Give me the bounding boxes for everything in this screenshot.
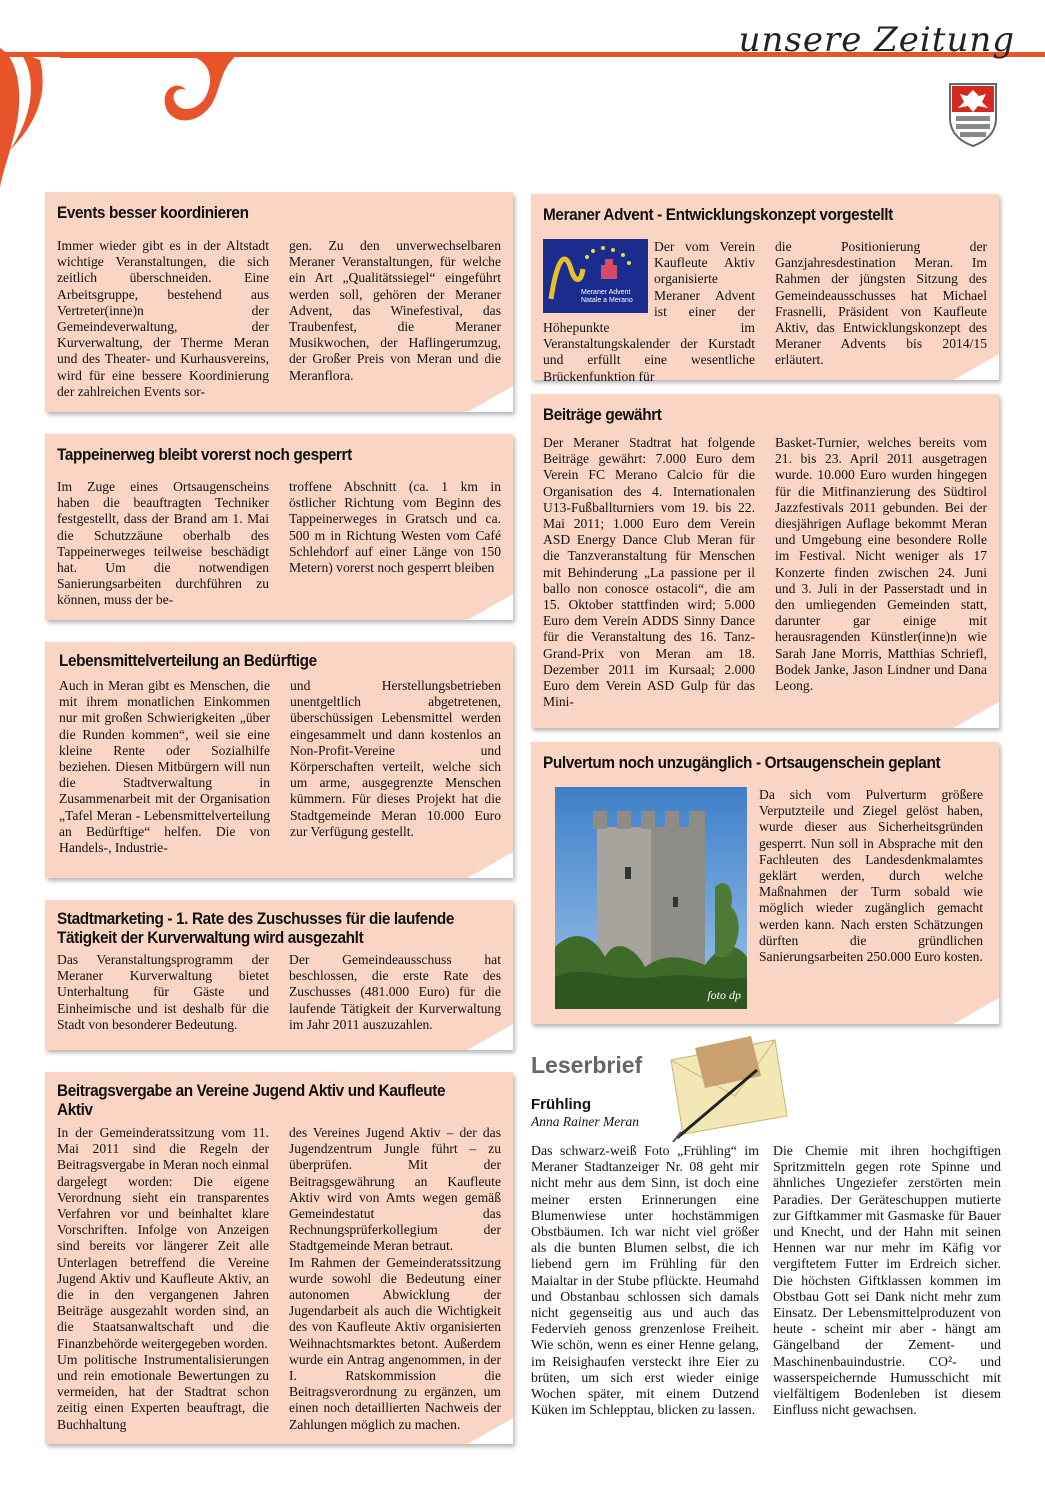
article-title: Pulvertum noch unzugänglich - Ortsaugenschein geplant (543, 754, 941, 772)
article-column: Basket-Turnier, welches bereits vom 21. bis 23. April 2011 ausgetragen wurde. 10.000 Euro wurden hingegen für die Mitfinanzierung des Südtirol Jazzfestivals 2011 gebunden. Bei der diesjährigen Auflage bekommt Meran und Umgebung eine besondere Rolle im Festival. Nicht weniger als 17 Konzerte finden zwischen 24. Juni und 3. Juli in der Passerstadt und in den umliegenden Gemeinden statt, darunter gar einige mit herausragenden Künstler(inne)n wie Sarah Jane Morris, Matthias Schriefl, Bodek Janke, Jason Lindner und Dana Leong. (775, 435, 987, 694)
page-curl-icon (467, 1024, 513, 1050)
letter-author: Anna Rainer Meran (531, 1114, 639, 1129)
page-curl-icon (953, 998, 999, 1024)
letter-column: Die Chemie mit ihren hochgiftigen Spritzmitteln gegen rote Spinne und ähnliches Ungeziefer zerstörten mein Paradies. Der Geräteschuppen mutierte zur Giftkammer mit Gasmaske für Bauer und Knecht, und der Hahn mit seinen Hennen war nur mehr im Käfig vor vergiftetem Futter im Erdreich sicher. Die höchsten Giftklassen kommen im Obstbau Gott sei Dank nicht mehr zum Einsatz. Der Lebensmittelproduzent von heute - scheint mir aber - hängt am Gängelband der Zement- und Maschinenbauindustrie. CO²- und wasserspeichernde Humusschicht mit vielfältigem Bodenleben ist diesem Einfluss nicht gewachsen. (773, 1143, 1001, 1418)
article-paragraph: Der vom Verein Kaufleute Aktiv organisierte Meraner Advent ist einer der Höhepunkte im Veranstaltungskalender der Kurstadt und erfüllt eine wesentliche Brückenfunktion für (543, 239, 755, 384)
article-column: Der Meraner Stadtrat hat folgende Beiträge gewährt: 7.000 Euro dem Verein FC Merano Calcio für die Organisation des 4. Internationalen U13-Fußballturniers vom 19. bis 22. Mai 2011; 1.000 Euro dem Verein ASD Energy Dance Club Meran für die Tanzveranstaltung für Menschen mit Behinderung „La passione per il ballo non conosce ostacoli“, die am 15. Oktober stattfinden wird; 5.000 Euro dem Verein ADDS Sinny Dance für die Veranstaltung des 16. Tanz-Grand-Prix von Meran am 18. Dezember 2011 im Kursaal; 2.000 Euro dem Verein ASD Gulp für das Mini- (543, 435, 755, 710)
article-title: Beiträge gewährt (543, 406, 662, 424)
letter-envelope-icon (665, 1030, 791, 1142)
section-heading: Leserbrief (531, 1052, 643, 1078)
article-title: Beitragsvergabe an Vereine Jugend Aktiv und Kaufleute Aktiv (57, 1082, 446, 1119)
page-curl-icon (467, 594, 513, 620)
article-column: troffene Abschnitt (ca. 1 km in östlicher Richtung vom Beginn des Tappeinerweges in Gratsch und ca. 500 m in Richtung Westen vom Café Schlehdorf auf einer Länge von 150 Metern) vorerst noch gesperrt bleiben (289, 479, 501, 576)
masthead: unsere Zeitung (738, 20, 1015, 60)
article-column: Im Zuge eines Ortsaugenscheins haben die beauftragten Techniker festgestellt, dass der Brand am 1. Mai die Schutzzäune oberhalb des Tappeinerweges teilweise beschädigt hat. Um die notwendigen Sanierungsarbeiten durchführen zu können, muss der be- (57, 479, 269, 608)
article-column: Der Gemeindeausschuss hat beschlossen, die erste Rate des Zuschusses (481.000 Euro) für die laufende Tätigkeit der Kurverwaltung im Jahr 2011 auszuzahlen. (289, 952, 501, 1032)
article-column: Immer wieder gibt es in der Altstadt wichtige Veranstaltungen, die sich zeitlich überschneiden. Eine Arbeitsgruppe, bestehend aus Vertreter(inne)n der Gemeindeverwaltung, der Kurverwaltung, der Therme Meran und des Theater- und Kurhausvereins, wird für eine bessere Koordinierung der zahlreichen Events sor- (57, 238, 269, 399)
page-curl-icon (467, 386, 513, 412)
article-beitragsvergabe (45, 1072, 513, 1444)
article-column: und Herstellungsbetrieben unentgeltlich abgetretenen, überschüssigen Lebensmittel werden eingesammelt und dann kostenlos an Non-Profit-Vereine und Körperschaften verteilt, welche sich um arme, ausgegrenzte Menschen kümmern. Für dieses Projekt hat die Stadtgemeinde Meran 10.000 Euro zur Verfügung gestellt. (290, 678, 501, 839)
logo-text: Natale a Merano (581, 297, 633, 304)
article-column: Auch in Meran gibt es Menschen, die mit ihrem monatlichen Einkommen nur mit großen Schwierigkeiten „über die Runden kommen“, weil sie eine kleine Rente oder Sozialhilfe beziehen. Diesen Mitbürgern will nun die Stadtverwaltung in Zusammenarbeit mit der Organisation „Tafel Meran - Lebensmittelverteilung an Bedürftige“ helfen. Die von Handels-, Industrie- (59, 678, 270, 856)
article-column: gen. Zu den unverwechselbaren Meraner Veranstaltungen, für welche ein Art „Qualitätssiegel“ eingeführt werden soll, gehören der Meraner Advent, das Winefestival, das Traubenfest, die Meraner Musikwochen, der Haflingerumzug, der Großer Preis von Meran und die Meranflora. (289, 238, 501, 383)
article-title: Meraner Advent - Entwicklungskonzept vorgestellt (543, 206, 893, 224)
page-curl-icon (467, 1418, 513, 1444)
logo-text: Meraner Advent (581, 289, 631, 296)
article-events (45, 192, 513, 412)
ornament-swirl-icon (0, 40, 270, 190)
article-beitraege (531, 394, 999, 728)
article-paragraph: des Vereines Jugend Aktiv – der das Jugendzentrum Jungle führt – zu überprüfen. Mit der Beitragsgewährung an Kaufleute Aktiv wird von Amts wegen gemäß Gemeindestatut das Rechnungsprüferkollegium der Stadtgemeinde Meran betraut. (289, 1125, 501, 1254)
page-curl-icon (467, 852, 513, 878)
article-paragraph: Um politische Instrumentalisierungen und rein emotionale Bewertungen zu vermeiden, hat der Stadtrat schon zeitig einen Experten beauftragt, die Buchhaltung (57, 1351, 269, 1432)
article-lebensmittel (45, 642, 513, 878)
article-column: Da sich vom Pulverturm größere Verputzteile und Ziegel gelöst haben, wurde dieser aus Sicherheitsgründen gesperrt. Nun soll in Absprache mit den Fachleuten des Landesdenkmalamtes geklärt werden, durch welche Maßnahmen der Turm sobald wie möglich wieder zugänglich gemacht werden kann. Nach ersten Schätzungen dürften die gründlichen Sanierungsarbeiten 250.000 Euro kosten. (759, 787, 983, 965)
tower-photo (555, 787, 747, 1009)
article-column: die Positionierung der Ganzjahresdestination Meran. Im Rahmen der jüngsten Sitzung des Gemeindeausschusses hat Michael Frasnelli, Präsident von Kaufleute Aktiv, das Entwicklungskonzept des Meraner Advents bis 2014/15 erläutert. (775, 239, 987, 368)
article-title: Lebensmittelverteilung an Bedürftige (59, 652, 317, 670)
article-stadtmarketing (45, 900, 513, 1050)
coat-of-arms-icon (948, 82, 998, 148)
page-curl-icon (953, 702, 999, 728)
letter-title: Frühling (531, 1096, 591, 1113)
leserbrief-body (531, 1143, 1001, 1418)
article-pulverturm (531, 742, 999, 1024)
article-title: Stadtmarketing - 1. Rate des Zuschusses für die laufende Tätigkeit der Kurverwaltung wird ausgezahlt (57, 910, 455, 947)
article-advent (531, 194, 999, 384)
letter-column: Das schwarz-weiß Foto „Frühling“ im Meraner Stadtanzeiger Nr. 08 geht mir nicht mehr aus dem Sinn, ist doch eine meiner ersten Erinnerungen eine Blumenwiese unter hochstämmigen Obstbäumen. Ich war nicht viel größer als die bunten Blumen selbst, die ich liebend gern im Frühling für den Maialtar in der Stube pflückte. Heumahd und Obstanbau schlossen sich damals nicht gegenseitig aus und auch das Federvieh genoss grenzenlose Freiheit. Wie schön, wenn es einer Henne gelang, im Reisighaufen versteckt ihre Eier zu brüten, um sich erst wieder einige Wochen später, mit einem Dutzend Küken im Schlepptau, blicken zu lassen. (531, 1143, 759, 1418)
page-curl-icon (953, 354, 999, 380)
photo-credit: foto dp (707, 988, 741, 1002)
article-tappeiner (45, 434, 513, 620)
article-title: Tappeinerweg bleibt vorerst noch gesperrt (57, 446, 352, 464)
article-column: Das Veranstaltungsprogramm der Meraner Kurverwaltung bietet Unterhaltung für Gäste und Einheimische und ist deshalb für die Stadt von besonderer Bedeutung. (57, 952, 269, 1032)
article-title: Events besser koordinieren (57, 204, 249, 222)
tower-image-icon (555, 787, 747, 1009)
article-paragraph: Im Rahmen der Gemeinderatssitzung wurde sowohl die Bedeutung einer autonomen Abwicklung der Jugendarbeit als auch die Wichtigkeit des von Kaufleute Aktiv organisierten Weihnachtsmarktes betont. Außerdem wurde ein Antrag angenommen, in der I. Ratskommission die Beitragsverordnung zu ergänzen, um einen noch detaillierten Nachweis der Zahlungen möglich zu machen. (289, 1254, 501, 1432)
article-paragraph: In der Gemeinderatssitzung vom 11. Mai 2011 sind die Regeln der Beitragsvergabe in Meran noch einmal dargelegt worden: Die eigene Verordnung sieht ein transparentes Verfahren vor und beinhaltet klare Vorschriften. Infolge von Anzeigen sind bereits vor längerer Zeit alle Unterlagen betreffend die Vereine Jugend Aktiv und Kaufleute Aktiv, an die in den vergangenen Jahren Beiträge ausgezahlt worden sind, an die Staatsanwaltschaft und die Finanzbehörde weitergegeben worden. (57, 1125, 269, 1351)
meraner-advent-logo (543, 239, 648, 313)
